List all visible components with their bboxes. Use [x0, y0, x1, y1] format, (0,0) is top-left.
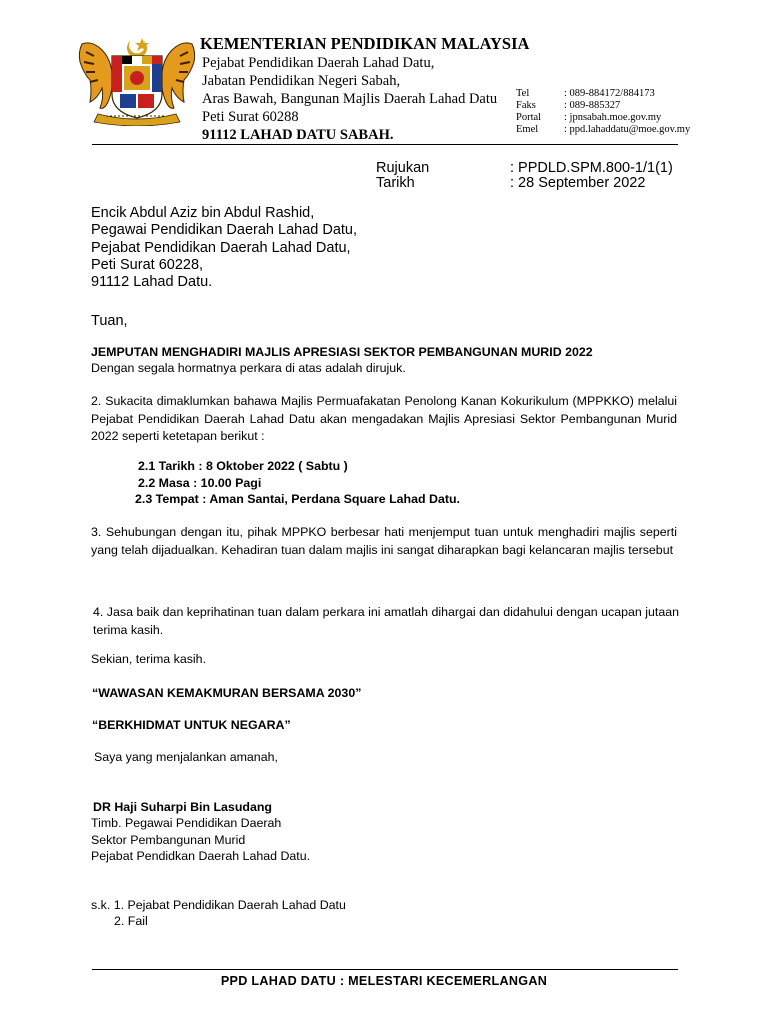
motto-berkhidmat: “BERKHIDMAT UNTUK NEGARA” — [92, 718, 291, 732]
malaysia-coat-of-arms-logo — [76, 34, 198, 126]
detail-venue: 2.3 Tempat : Aman Santai, Perdana Square Lahad Datu. — [135, 492, 460, 506]
signatory-office: Pejabat Pendidkan Daerah Lahad Datu. — [91, 849, 311, 863]
contact-email: Emel : ppd.lahaddatu@moe.gov.my — [516, 124, 691, 135]
detail-date: 2.1 Tarikh : 8 Oktober 2022 ( Sabtu ) — [138, 459, 348, 473]
address-line: Peti Surat 60288 — [202, 109, 299, 125]
postcode-line: 91112 LAHAD DATU SABAH. — [202, 127, 394, 143]
reference-label: Rujukan — [376, 160, 430, 176]
paragraph-4: 4. Jasa baik dan keprihatinan tuan dalam perkara ini amatlah dihargai dan didahului dengan ucapan jutaan terima kasih. — [93, 605, 679, 637]
address-line: Aras Bawah, Bangunan Majlis Daerah Lahad Datu — [202, 91, 498, 107]
closing-line: Sekian, terima kasih. — [91, 652, 207, 666]
recipient-line: Pegawai Pendidikan Daerah Lahad Datu, — [91, 222, 358, 239]
contact-tel: Tel : 089-884172/884173 — [516, 88, 655, 99]
recipient-line: 91112 Lahad Datu. — [91, 274, 213, 291]
header-divider — [92, 144, 678, 145]
paragraph-2: 2. Sukacita dimaklumkan bahawa Majlis Permuafakatan Penolong Kanan Kokurikulum (MPPKKO) melalui Pejabat Pendidikan Daerah Lahad Datu akan mengadakan Majlis Apresiasi Sektor Pembangunan Murid 2022 seperti ketetapan berikut : — [91, 394, 677, 444]
footer-slogan: PPD LAHAD DATU : MELESTARI KECEMERLANGAN — [220, 974, 548, 988]
footer-divider — [92, 969, 678, 970]
signatory-name: DR Haji Suharpi Bin Lasudang — [93, 800, 272, 814]
sign-off: Saya yang menjalankan amanah, — [94, 750, 278, 764]
recipient-address — [91, 205, 357, 291]
paragraph-3: 3. Sehubungan dengan itu, pihak MPPKO berbesar hati menjemput tuan untuk menghadiri majlis seperti yang telah dijadualkan. Kehadiran tuan dalam majlis ini sangat diharapkan bagi kelancaran majlis tersebut — [91, 525, 677, 557]
letter-date: : 28 September 2022 — [510, 175, 646, 191]
signatory-sector: Sektor Pembangunan Murid — [91, 833, 246, 847]
cc-line-1: s.k. 1. Pejabat Pendidikan Daerah Lahad Datu — [91, 898, 346, 912]
contact-portal: Portal : jpnsabah.moe.gov.my — [516, 112, 662, 123]
reference-number: : PPDLD.SPM.800-1/1(1) — [510, 160, 673, 176]
date-label: Tarikh — [376, 175, 415, 191]
recipient-line: Encik Abdul Aziz bin Abdul Rashid, — [91, 205, 315, 221]
address-line: Pejabat Pendidikan Daerah Lahad Datu, — [202, 55, 435, 71]
salutation: Tuan, — [91, 313, 128, 329]
motto-wawasan: “WAWASAN KEMAKMURAN BERSAMA 2030” — [92, 686, 362, 700]
signatory-title: Timb. Pegawai Pendidikan Daerah — [91, 816, 282, 830]
ministry-name: KEMENTERIAN PENDIDIKAN MALAYSIA — [200, 34, 530, 53]
detail-time: 2.2 Masa : 10.00 Pagi — [138, 476, 262, 490]
recipient-line: Peti Surat 60228, — [91, 256, 204, 273]
cc-line-2: 2. Fail — [114, 914, 148, 928]
contact-fax: Faks : 089-885327 — [516, 100, 621, 111]
subject-heading: JEMPUTAN MENGHADIRI MAJLIS APRESIASI SEKTOR PEMBANGUNAN MURID 2022 — [91, 345, 593, 359]
recipient-line: Pejabat Pendidikan Daerah Lahad Datu, — [91, 239, 351, 256]
address-line: Jabatan Pendidikan Negeri Sabah, — [202, 73, 401, 89]
intro-line: Dengan segala hormatnya perkara di atas adalah dirujuk. — [91, 361, 406, 375]
